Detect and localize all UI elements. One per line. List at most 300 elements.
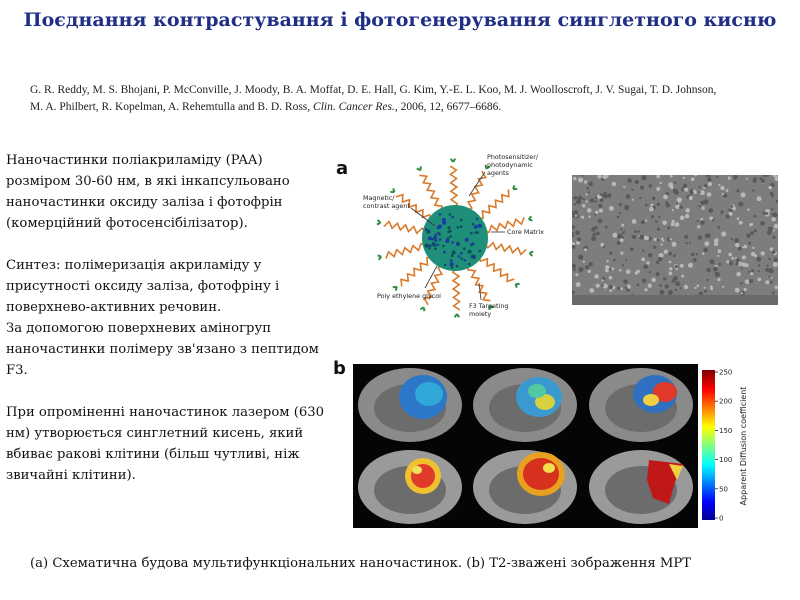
- tem-particle: [661, 243, 663, 245]
- tem-particle: [645, 236, 649, 240]
- tem-particle: [658, 257, 662, 261]
- tem-particle: [623, 279, 628, 284]
- tem-particle: [676, 203, 678, 205]
- tem-particle: [578, 178, 583, 183]
- tem-particle: [694, 287, 696, 289]
- core-particle: [452, 251, 456, 255]
- tem-particle: [632, 199, 634, 201]
- tem-particle: [677, 197, 682, 202]
- tem-particle: [728, 209, 730, 211]
- tem-particle: [738, 247, 742, 251]
- tem-particle: [726, 189, 729, 192]
- f3-moiety: [393, 287, 397, 291]
- tem-particle: [772, 217, 776, 221]
- tem-particle: [731, 238, 733, 240]
- core-particle: [460, 257, 463, 260]
- tem-particle: [582, 204, 586, 208]
- tem-particle: [684, 285, 688, 289]
- tem-particle: [709, 208, 714, 213]
- tem-particle: [609, 252, 612, 255]
- tem-particle: [632, 219, 637, 224]
- tem-particle: [772, 292, 775, 295]
- tem-particle: [771, 277, 773, 279]
- tem-particle: [626, 269, 631, 274]
- tem-particle: [602, 285, 604, 287]
- mri-slice-6: [589, 450, 693, 524]
- core-particle: [451, 254, 454, 257]
- tem-particle: [673, 254, 676, 257]
- tem-particle: [738, 202, 743, 207]
- tem-particle: [698, 235, 702, 239]
- label-photosensitizer-1: Photosensitizer/: [487, 153, 538, 161]
- tem-particle: [669, 272, 673, 276]
- tem-particle: [736, 258, 740, 262]
- tem-particle: [588, 191, 590, 193]
- tem-particle: [718, 249, 722, 253]
- tem-particle: [731, 257, 734, 260]
- tem-particle: [728, 253, 732, 257]
- tem-particle: [684, 188, 687, 191]
- tem-particle: [631, 189, 633, 191]
- core-particle: [471, 243, 474, 246]
- tem-particle: [775, 286, 779, 290]
- mri-slice-3: [589, 368, 693, 442]
- tem-particle: [769, 268, 774, 273]
- tem-particle: [718, 184, 720, 186]
- tem-particle: [668, 290, 673, 295]
- tem-particle: [660, 290, 665, 295]
- tem-particle: [668, 182, 673, 187]
- core-particle: [456, 265, 459, 268]
- tem-particle: [588, 215, 590, 217]
- tem-particle: [620, 252, 623, 255]
- tem-particle: [663, 195, 668, 200]
- tem-particle: [617, 234, 622, 239]
- tem-particle: [760, 221, 765, 226]
- f3-moiety: [420, 307, 424, 311]
- tem-particle: [771, 213, 773, 215]
- tem-particle: [718, 263, 721, 266]
- tem-particle: [750, 272, 753, 275]
- tem-particle: [720, 186, 724, 190]
- mri-slice-2: [473, 368, 577, 442]
- tem-particle: [588, 182, 593, 187]
- core-particle: [472, 223, 475, 226]
- tem-particle: [701, 206, 704, 209]
- core-particle: [428, 236, 432, 240]
- tem-particle: [609, 276, 613, 280]
- peg-arm: [479, 256, 514, 281]
- tem-particle: [770, 281, 773, 284]
- tem-particle: [592, 233, 595, 236]
- core-particle: [435, 233, 438, 236]
- tem-particle: [643, 264, 648, 269]
- tem-particle: [765, 268, 769, 272]
- core-particle: [464, 259, 467, 262]
- tem-particle: [644, 288, 647, 291]
- tem-particle: [710, 259, 715, 264]
- tem-particle: [750, 231, 754, 235]
- slide-title: Поєднання контрастування і фотогенерування синглетного кисню: [23, 9, 777, 31]
- tem-particle: [688, 263, 693, 268]
- tem-particle: [758, 270, 760, 272]
- core-particle: [450, 262, 454, 266]
- tem-particle: [697, 285, 700, 288]
- colorbar-tick-label: 0: [719, 514, 724, 523]
- core-particle: [457, 242, 460, 245]
- tem-particle: [659, 182, 661, 184]
- tem-particle: [700, 220, 705, 225]
- tem-particle: [605, 226, 608, 229]
- tem-particle: [665, 284, 669, 288]
- core-particle: [476, 218, 479, 221]
- paragraph-synthesis: Синтез: полімеризація акриламіду у присутності оксиду заліза, фотофріну і поверхнево-активних речовин.: [6, 258, 280, 315]
- tem-particle: [656, 272, 660, 276]
- tem-particle: [577, 238, 581, 242]
- core-particle: [451, 216, 454, 219]
- core-particle: [465, 238, 469, 242]
- f3-moiety: [529, 216, 533, 220]
- tem-particle: [744, 288, 747, 291]
- tem-particle: [702, 252, 705, 255]
- tem-particle: [641, 175, 646, 180]
- tem-particle: [766, 212, 769, 215]
- tem-particle: [736, 272, 741, 277]
- tem-particle: [596, 232, 600, 236]
- tem-particle: [768, 275, 770, 277]
- tem-particle: [642, 250, 644, 252]
- tem-particle: [770, 247, 774, 251]
- tem-particle: [729, 261, 732, 264]
- core-particle: [478, 224, 482, 228]
- tem-particle: [680, 287, 682, 289]
- tem-particle: [761, 179, 765, 183]
- tem-particle: [584, 180, 587, 183]
- tem-particle: [716, 176, 718, 178]
- tem-particle: [626, 194, 631, 199]
- tem-particle: [691, 178, 695, 182]
- core-particle: [437, 227, 440, 230]
- citation-details: , 2006, 12, 6677–6686.: [394, 101, 502, 113]
- tem-particle: [747, 209, 749, 211]
- f3-moiety: [417, 166, 421, 170]
- nanoparticle-schematic: [355, 148, 565, 320]
- tem-particle: [723, 194, 727, 198]
- core-particle: [433, 236, 437, 240]
- tem-particle: [639, 235, 644, 240]
- tem-particle: [661, 238, 664, 241]
- tem-particle: [617, 287, 620, 290]
- tem-particle: [603, 194, 608, 199]
- f3-moiety: [530, 252, 534, 257]
- tem-particle: [689, 196, 693, 200]
- tem-particle: [578, 196, 583, 201]
- core-particle: [425, 228, 428, 231]
- colorbar-tick-label: 50: [719, 485, 728, 494]
- tem-particle: [721, 210, 724, 213]
- tem-particle: [674, 182, 676, 184]
- core-particle: [444, 264, 447, 267]
- peg-arm: [484, 243, 526, 255]
- tem-particle: [767, 230, 772, 235]
- core-particle: [460, 219, 463, 222]
- core-particle: [438, 233, 441, 236]
- core-particle: [435, 239, 438, 242]
- label-peg: Poly ethylene glycol: [377, 292, 441, 300]
- panel-a-label: a: [336, 158, 349, 179]
- tem-particle: [609, 206, 614, 211]
- tem-particle: [665, 201, 668, 204]
- tem-particle: [609, 285, 613, 289]
- tem-particle: [573, 177, 576, 180]
- tem-particle: [763, 211, 766, 214]
- tem-particle: [700, 201, 705, 206]
- tem-particle: [748, 242, 751, 245]
- tem-particle: [751, 252, 755, 256]
- tem-particle: [659, 284, 662, 287]
- tem-particle: [754, 215, 757, 218]
- tem-particle: [599, 209, 603, 213]
- tem-particle: [772, 250, 776, 254]
- tem-particle: [649, 184, 653, 188]
- tem-particle: [685, 208, 690, 213]
- tem-particle: [657, 239, 660, 242]
- tem-particle: [585, 193, 587, 195]
- tem-particle: [574, 196, 578, 200]
- label-photosensitizer-2: photodynamic: [487, 161, 533, 169]
- tem-particle: [675, 190, 679, 194]
- tem-particle: [586, 187, 589, 190]
- tem-particle: [699, 191, 701, 193]
- tem-particle: [715, 272, 717, 274]
- tem-particle: [649, 271, 651, 273]
- tem-particle: [583, 261, 585, 263]
- tem-particle: [638, 230, 640, 232]
- tem-particle: [595, 200, 597, 202]
- colorbar: [700, 366, 760, 528]
- tem-particle: [758, 264, 760, 266]
- tem-particle: [669, 261, 672, 264]
- tem-particle: [761, 251, 765, 255]
- peg-arm: [453, 268, 460, 310]
- core-matrix: [422, 205, 488, 271]
- tem-particle: [575, 231, 580, 236]
- tem-particle: [722, 286, 724, 288]
- colorbar-tick-label: 100: [719, 456, 733, 465]
- tem-particle: [690, 189, 693, 192]
- peg-arm: [401, 257, 432, 286]
- tem-particle: [683, 184, 687, 188]
- tem-particle: [757, 278, 761, 282]
- tem-particle: [771, 208, 773, 210]
- tem-particle: [662, 221, 667, 226]
- label-core-matrix: Core Matrix: [507, 228, 544, 236]
- tem-particle: [652, 278, 656, 282]
- tem-particle: [585, 265, 589, 269]
- tem-particle: [685, 242, 687, 244]
- core-particle: [468, 250, 472, 254]
- colorbar-tick-label: 250: [719, 368, 733, 377]
- tem-particle: [683, 177, 685, 179]
- core-particle: [443, 251, 446, 254]
- tem-particle: [668, 252, 672, 256]
- core-particle: [445, 239, 449, 243]
- tem-particle: [670, 238, 672, 240]
- tem-particle: [676, 268, 678, 270]
- tem-particle: [625, 286, 628, 289]
- body-text: [6, 150, 331, 486]
- tem-particle: [769, 186, 773, 190]
- tem-particle: [583, 198, 585, 200]
- tem-particle: [648, 284, 652, 288]
- tem-particle: [736, 189, 739, 192]
- tem-particle: [622, 264, 624, 266]
- tem-particle: [581, 216, 584, 219]
- tem-particle: [704, 290, 707, 293]
- tem-particle: [689, 242, 691, 244]
- tem-particle: [697, 220, 699, 222]
- tem-particle: [774, 258, 778, 262]
- tem-particle: [655, 220, 658, 223]
- tem-particle: [729, 212, 733, 216]
- tem-particle: [754, 177, 757, 180]
- f3-moiety: [455, 314, 460, 317]
- tem-particle: [748, 271, 750, 273]
- tem-particle: [619, 203, 622, 206]
- tem-particle: [652, 197, 655, 200]
- tem-particle: [600, 199, 604, 203]
- tem-particle: [717, 278, 720, 281]
- tem-particle: [680, 264, 684, 268]
- tem-particle: [622, 232, 624, 234]
- f3-moiety: [377, 220, 381, 225]
- tem-particle: [744, 245, 748, 249]
- label-f3-1: F3 Targeting: [469, 302, 509, 310]
- tem-particle: [707, 192, 712, 197]
- core-particle: [425, 244, 429, 248]
- core-particle: [479, 250, 482, 253]
- mri-slice-4: [358, 450, 462, 524]
- tem-particle: [598, 219, 603, 224]
- label-magnetic-2: contrast agent: [363, 202, 410, 210]
- tem-particle: [649, 207, 654, 212]
- tem-particle: [734, 238, 739, 243]
- tem-particle: [710, 287, 713, 290]
- tem-particle: [726, 260, 729, 263]
- tem-particle: [613, 233, 618, 238]
- peg-arm: [384, 222, 426, 234]
- core-particle: [437, 244, 440, 247]
- tem-particle: [612, 182, 617, 187]
- tem-particle: [575, 273, 578, 276]
- core-particle: [442, 221, 446, 225]
- core-particle: [476, 231, 479, 234]
- tem-particle: [630, 247, 634, 251]
- tem-particle: [742, 255, 746, 259]
- tem-particle: [718, 226, 721, 229]
- tem-particle: [607, 193, 611, 197]
- tem-particle: [757, 196, 762, 201]
- tem-particle: [669, 267, 672, 270]
- tem-particle: [707, 233, 711, 237]
- tem-particle: [751, 269, 754, 272]
- tem-particle: [591, 236, 596, 241]
- core-particle: [468, 263, 471, 266]
- tem-particle: [613, 259, 616, 262]
- colorbar-ticks: [715, 369, 732, 523]
- tem-particle: [741, 192, 746, 197]
- tem-particle: [663, 277, 666, 280]
- tem-particle: [590, 198, 595, 203]
- core-particle: [449, 213, 452, 216]
- tem-particle: [672, 220, 675, 223]
- colorbar-gradient: [702, 370, 715, 520]
- tem-particle: [587, 208, 592, 213]
- tem-particle: [627, 285, 631, 289]
- tem-particle: [589, 262, 593, 266]
- tem-particle: [588, 270, 591, 273]
- core-particle: [429, 245, 432, 248]
- tem-particle: [770, 192, 774, 196]
- tem-particle: [658, 216, 660, 218]
- citation-authors: G. R. Reddy, M. S. Bhojani, P. McConville, J. Moody, B. A. Moffat, D. E. Hall, G. Kim, Y.-E. L. Koo, M. J. Woolloscroft, J. V. Sugai, T. D. Johnson, M. A. Philbert, R. Kopelman, A. Rehemtulla and B. D. Ross,: [30, 84, 717, 113]
- tem-particle: [749, 279, 753, 283]
- tem-particle: [712, 219, 714, 221]
- tem-particle: [675, 265, 678, 268]
- colorbar-tick-label: 200: [719, 397, 733, 406]
- tem-particle: [596, 284, 600, 288]
- tem-particle: [584, 248, 587, 251]
- tem-particle: [746, 233, 751, 238]
- tem-particle: [703, 248, 708, 253]
- tem-particle: [589, 288, 594, 293]
- tem-particle: [767, 265, 769, 267]
- tem-particle: [600, 193, 602, 195]
- tem-particle: [773, 262, 778, 267]
- tem-particle: [578, 267, 583, 272]
- tem-particle: [746, 178, 748, 180]
- tem-particle: [642, 278, 646, 282]
- tem-particle: [667, 226, 670, 229]
- core-particle: [434, 248, 437, 251]
- paragraph-peptide: За допомогою поверхневих аміногруп наночастинки полімеру зв'язано з пептидом F3.: [6, 321, 319, 378]
- tem-particle: [653, 246, 656, 249]
- tem-particle: [717, 255, 719, 257]
- tem-particle: [697, 225, 700, 228]
- tem-particle: [573, 268, 576, 271]
- tem-particle: [648, 253, 653, 258]
- tem-particle: [620, 238, 624, 242]
- tem-particle: [619, 212, 621, 214]
- citation: [30, 82, 730, 116]
- colorbar-tick-label: 150: [719, 426, 733, 435]
- tem-particle: [626, 289, 629, 292]
- tem-particle: [594, 226, 598, 230]
- tem-particle: [609, 268, 611, 270]
- core-particle: [439, 238, 442, 241]
- tem-particle: [609, 289, 612, 292]
- mri-slice-5: [473, 450, 577, 524]
- core-particle: [457, 226, 460, 229]
- core-particle: [451, 266, 454, 269]
- tem-particle: [772, 236, 775, 239]
- tem-particle: [632, 235, 636, 239]
- tem-particle: [672, 209, 674, 211]
- tem-particle: [620, 228, 622, 230]
- peg-arm: [467, 171, 485, 211]
- tem-particle: [704, 241, 709, 246]
- tem-particle: [656, 261, 659, 264]
